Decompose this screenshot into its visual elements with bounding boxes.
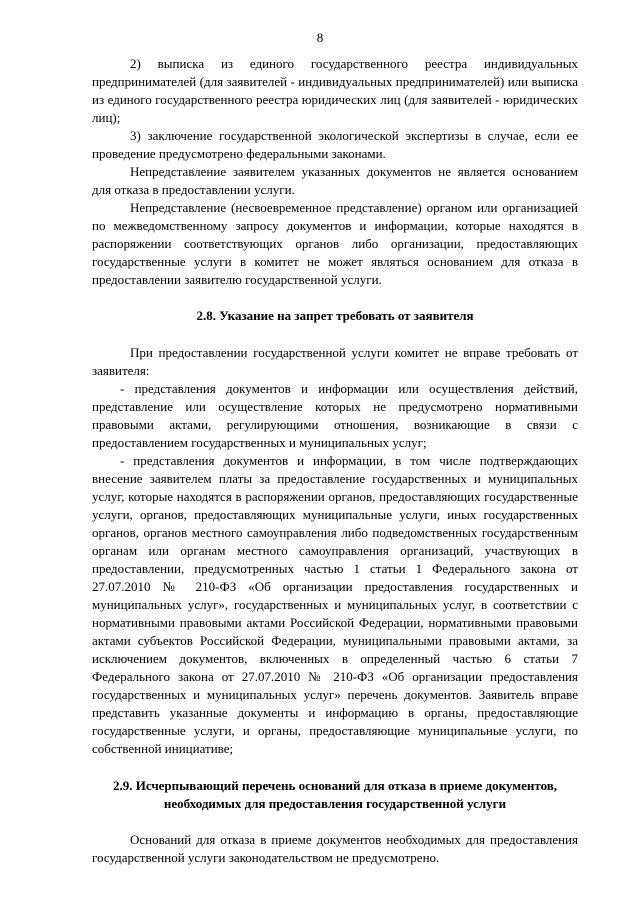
section-2-9-heading-line2: необходимых для предоставления государственной услуги <box>163 796 507 811</box>
section-2-8-heading: 2.8. Указание на запрет требовать от заявителя <box>196 308 474 323</box>
section-2-8-item: - представления документов и информации, в том числе подтверждающих внесение заявителем платы за предоставление государственных и муниципальных услуг, которые находятся в распоряжении органов, предоставляющих государственные услуги, органов, предоставляющих муниципальные услуги, иных государственных органов, органов местного самоуправления либо подведомственных государственным органам или органам местного самоуправления организаций, участвующих в предоставлении, предусмотренных частью 1 статьи 1 Федерального закона от 27.07.2010 № 210-ФЗ «Об организации предоставления государственных и муниципальных услуг», государственных и муниципальных услуг, в соответствии с нормативными правовыми актами Российской Федерации, нормативными правовыми актами субъектов Российской Федерации, муниципальными правовыми актами, за исключением документов, включенных в определенный частью 6 статьи 7 Федерального закона от 27.07.2010 № 210-ФЗ «Об организации предоставления государственных и муниципальных услуг» перечень документов. Заявитель вправе представить указанные документы и информацию в органы, предоставляющие государственные услуги, и органы, предоставляющие муниципальные услуги, по собственной инициативе; <box>92 453 578 756</box>
paragraph-nonsubmission: Непредставление заявителем указанных документов не является основанием для отказа в предоставлении услуги. <box>92 164 578 197</box>
section-2-9-body: Оснований для отказа в приеме документов необходимых для предоставления государственной услуги законодательством не предусмотрено. <box>92 832 578 865</box>
list-item-2: 2) выписка из единого государственного реестра индивидуальных предпринимателей (для заявителей - индивидуальных предпринимателей) или выписка из единого государственного реестра юридических лиц (для заявителей - юридических лиц); <box>92 56 578 125</box>
page-number: 8 <box>316 30 324 45</box>
section-2-9-heading-line1: 2.9. Исчерпывающий перечень оснований для отказа в приеме документов, <box>112 778 558 793</box>
page-content <box>92 55 578 867</box>
section-2-8-intro: При предоставлении государственной услуги комитет не вправе требовать от заявителя: <box>92 345 578 378</box>
section-2-9-heading <box>92 777 578 813</box>
list-item-3: 3) заключение государственной экологической экспертизы в случае, если ее проведение предусмотрено федеральными законами. <box>92 128 578 161</box>
paragraph-late-submission: Непредставление (несвоевременное представление) органом или организацией по межведомственному запросу документов и информации, которые находятся в распоряжении соответствующих органов либо организации, предоставляющих государственные услуги в комитет не может являться основанием для отказа в предоставлении заявителю государственной услуги. <box>92 200 578 287</box>
section-2-8-item: - представления документов и информации или осуществления действий, представление или осуществление которых не предусмотрено нормативными правовыми актами, регулирующими отношения, возникающие в связи с предоставлением государственных и муниципальных услуг; <box>92 381 578 450</box>
